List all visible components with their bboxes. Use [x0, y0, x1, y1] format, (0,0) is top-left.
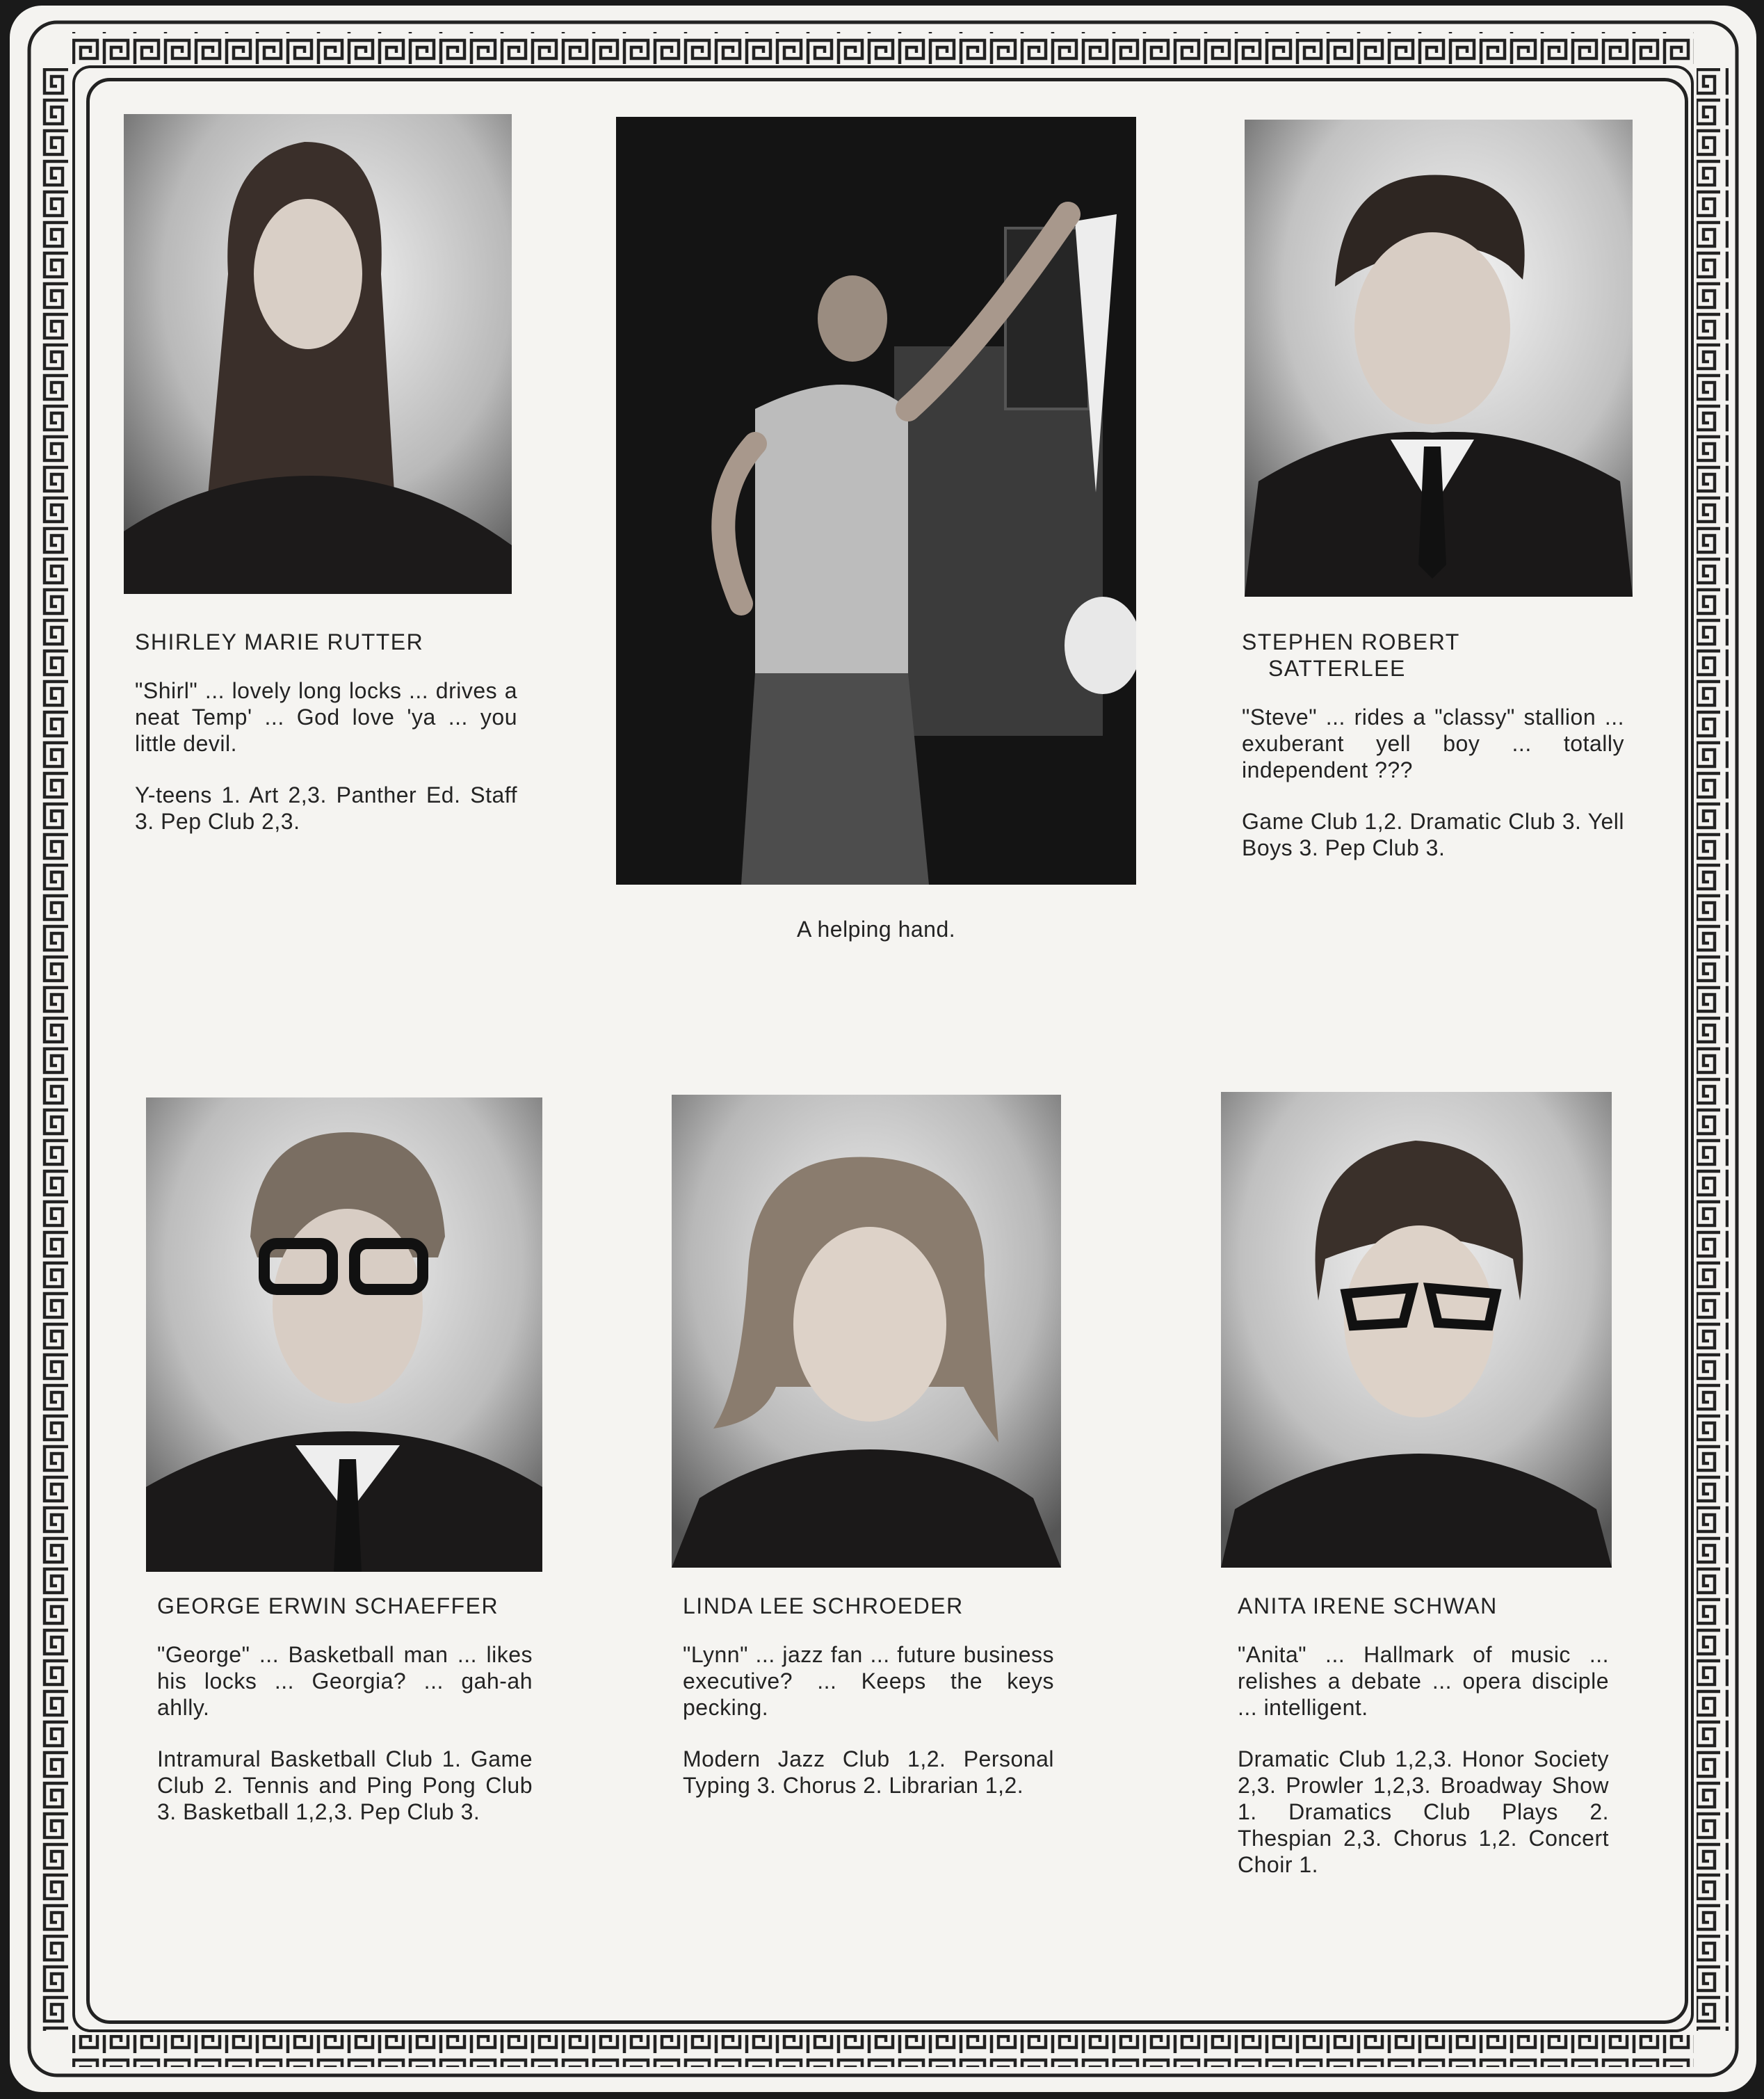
student-name: STEPHEN ROBERT SATTERLEE: [1242, 629, 1460, 681]
candid-caption: A helping hand.: [797, 917, 956, 942]
student-quote: "Lynn" ... jazz fan ... future business executive? ... Keeps the keys pecking.: [683, 1642, 1054, 1720]
student-name: GEORGE ERWIN SCHAEFFER: [157, 1593, 499, 1618]
caption-schroeder: [683, 1593, 1054, 1799]
portrait-schaeffer: [146, 1097, 542, 1572]
caption-schaeffer: [157, 1593, 533, 1825]
portrait-schroeder: [672, 1095, 1061, 1568]
portrait-rutter: [124, 114, 512, 594]
student-activities: Modern Jazz Club 1,2. Personal Typing 3. Chorus 2. Librarian 1,2.: [683, 1746, 1054, 1798]
student-name: SHIRLEY MARIE RUTTER: [135, 629, 424, 654]
student-activities: Game Club 1,2. Dramatic Club 3. Yell Boys 3. Pep Club 3.: [1242, 809, 1624, 860]
caption-schwan: [1238, 1593, 1609, 1878]
student-quote: "George" ... Basketball man ... likes his locks ... Georgia? ... gah-ah ahlly.: [157, 1642, 533, 1720]
portrait-schwan: [1221, 1092, 1612, 1568]
caption-satterlee: [1242, 629, 1624, 861]
student-activities: Y-teens 1. Art 2,3. Panther Ed. Staff 3. Pep Club 2,3.: [135, 782, 517, 834]
student-name: ANITA IRENE SCHWAN: [1238, 1593, 1498, 1618]
student-activities: Dramatic Club 1,2,3. Honor Society 2,3. Prowler 1,2,3. Broadway Show 1. Dramatics Club Plays 2. Thespian 2,3. Chorus 1,2. Concert Choir 1.: [1238, 1746, 1609, 1877]
yearbook-page: [10, 6, 1756, 2092]
candid-photo: [616, 117, 1136, 885]
student-quote: "Steve" ... rides a "classy" stallion ... exuberant yell boy ... totally independent ???: [1242, 705, 1624, 782]
student-quote: "Anita" ... Hallmark of music ... relishes a debate ... opera disciple ... intelligent.: [1238, 1642, 1609, 1720]
student-quote: "Shirl" ... lovely long locks ... drives a neat Temp' ... God love 'ya ... you little devil.: [135, 678, 517, 756]
portrait-satterlee: [1245, 120, 1633, 597]
student-name: LINDA LEE SCHROEDER: [683, 1593, 964, 1618]
student-activities: Intramural Basketball Club 1. Game Club 2. Tennis and Ping Pong Club 3. Basketball 1,2,3. Pep Club 3.: [157, 1746, 533, 1824]
caption-rutter: [135, 629, 517, 835]
